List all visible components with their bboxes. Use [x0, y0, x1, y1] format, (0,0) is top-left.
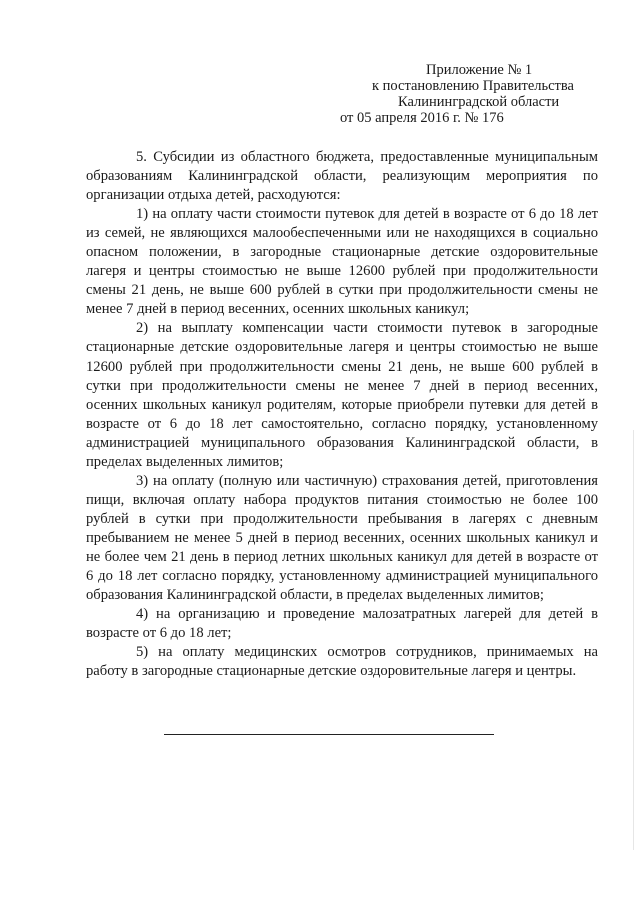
appendix-number: Приложение № 1 — [426, 62, 533, 78]
intro-paragraph: 5. Субсидии из областного бюджета, предоставленные муниципальным образованиям Калининградской области, реализующим мероприятия по организации отдыха детей, расходуются: — [86, 149, 598, 204]
document-body — [86, 148, 598, 681]
appendix-resolution-ref: к постановлению Правительства — [372, 78, 574, 94]
list-item-2: 2) на выплату компенсации части стоимости путевок в загородные стационарные детские оздоровительные лагеря и центры стоимостью не выше 12600 рублей при продолжительности смены 21 день, не выше 600 рублей в сутки при продолжительности смены не менее 7 дней в период весенних, осенних школьных каникул родителям, которые приобрели путевки для детей в возрасте от 6 до 18 лет самостоятельно, согласно порядку, установленному администрацией муниципального образования Калининградской области, в пределах выделенных лимитов; — [86, 320, 598, 470]
appendix-date-number: от 05 апреля 2016 г. № 176 — [340, 110, 504, 126]
scan-edge-shadow — [633, 430, 634, 850]
list-item-3: 3) на оплату (полную или частичную) страхования детей, приготовления пищи, включая оплату набора продуктов питания стоимостью не более 100 рублей в сутки при продолжительности пребывания в лагерях с дневным пребыванием не менее 5 дней в период весенних, осенних школьных каникул и не более чем 21 день в период летних школьных каникул для детей в возрасте от 6 до 18 лет согласно порядку, установленному администрацией муниципального образования Калининградской области, в пределах выделенных лимитов; — [86, 472, 598, 604]
closing-divider — [164, 734, 494, 735]
list-item-4: 4) на организацию и проведение малозатратных лагерей для детей в возрасте от 6 до 18 лет; — [86, 606, 598, 642]
list-item-5: 5) на оплату медицинских осмотров сотрудников, принимаемых на работу в загородные стационарные детские оздоровительные лагеря и центры. — [86, 644, 598, 680]
appendix-header — [340, 62, 580, 126]
appendix-region: Калининградской области — [398, 94, 560, 110]
list-item-1: 1) на оплату части стоимости путевок для детей в возрасте от 6 до 18 лет из семей, не являющихся малообеспеченными или не находящихся в социально опасном положении, в загородные стационарные детские оздоровительные лагеря и центры стоимостью не выше 12600 рублей при продолжительности смены 21 день, не выше 600 рублей в сутки при продолжительности смены не менее 7 дней в период весенних, осенних школьных каникул; — [86, 206, 598, 318]
